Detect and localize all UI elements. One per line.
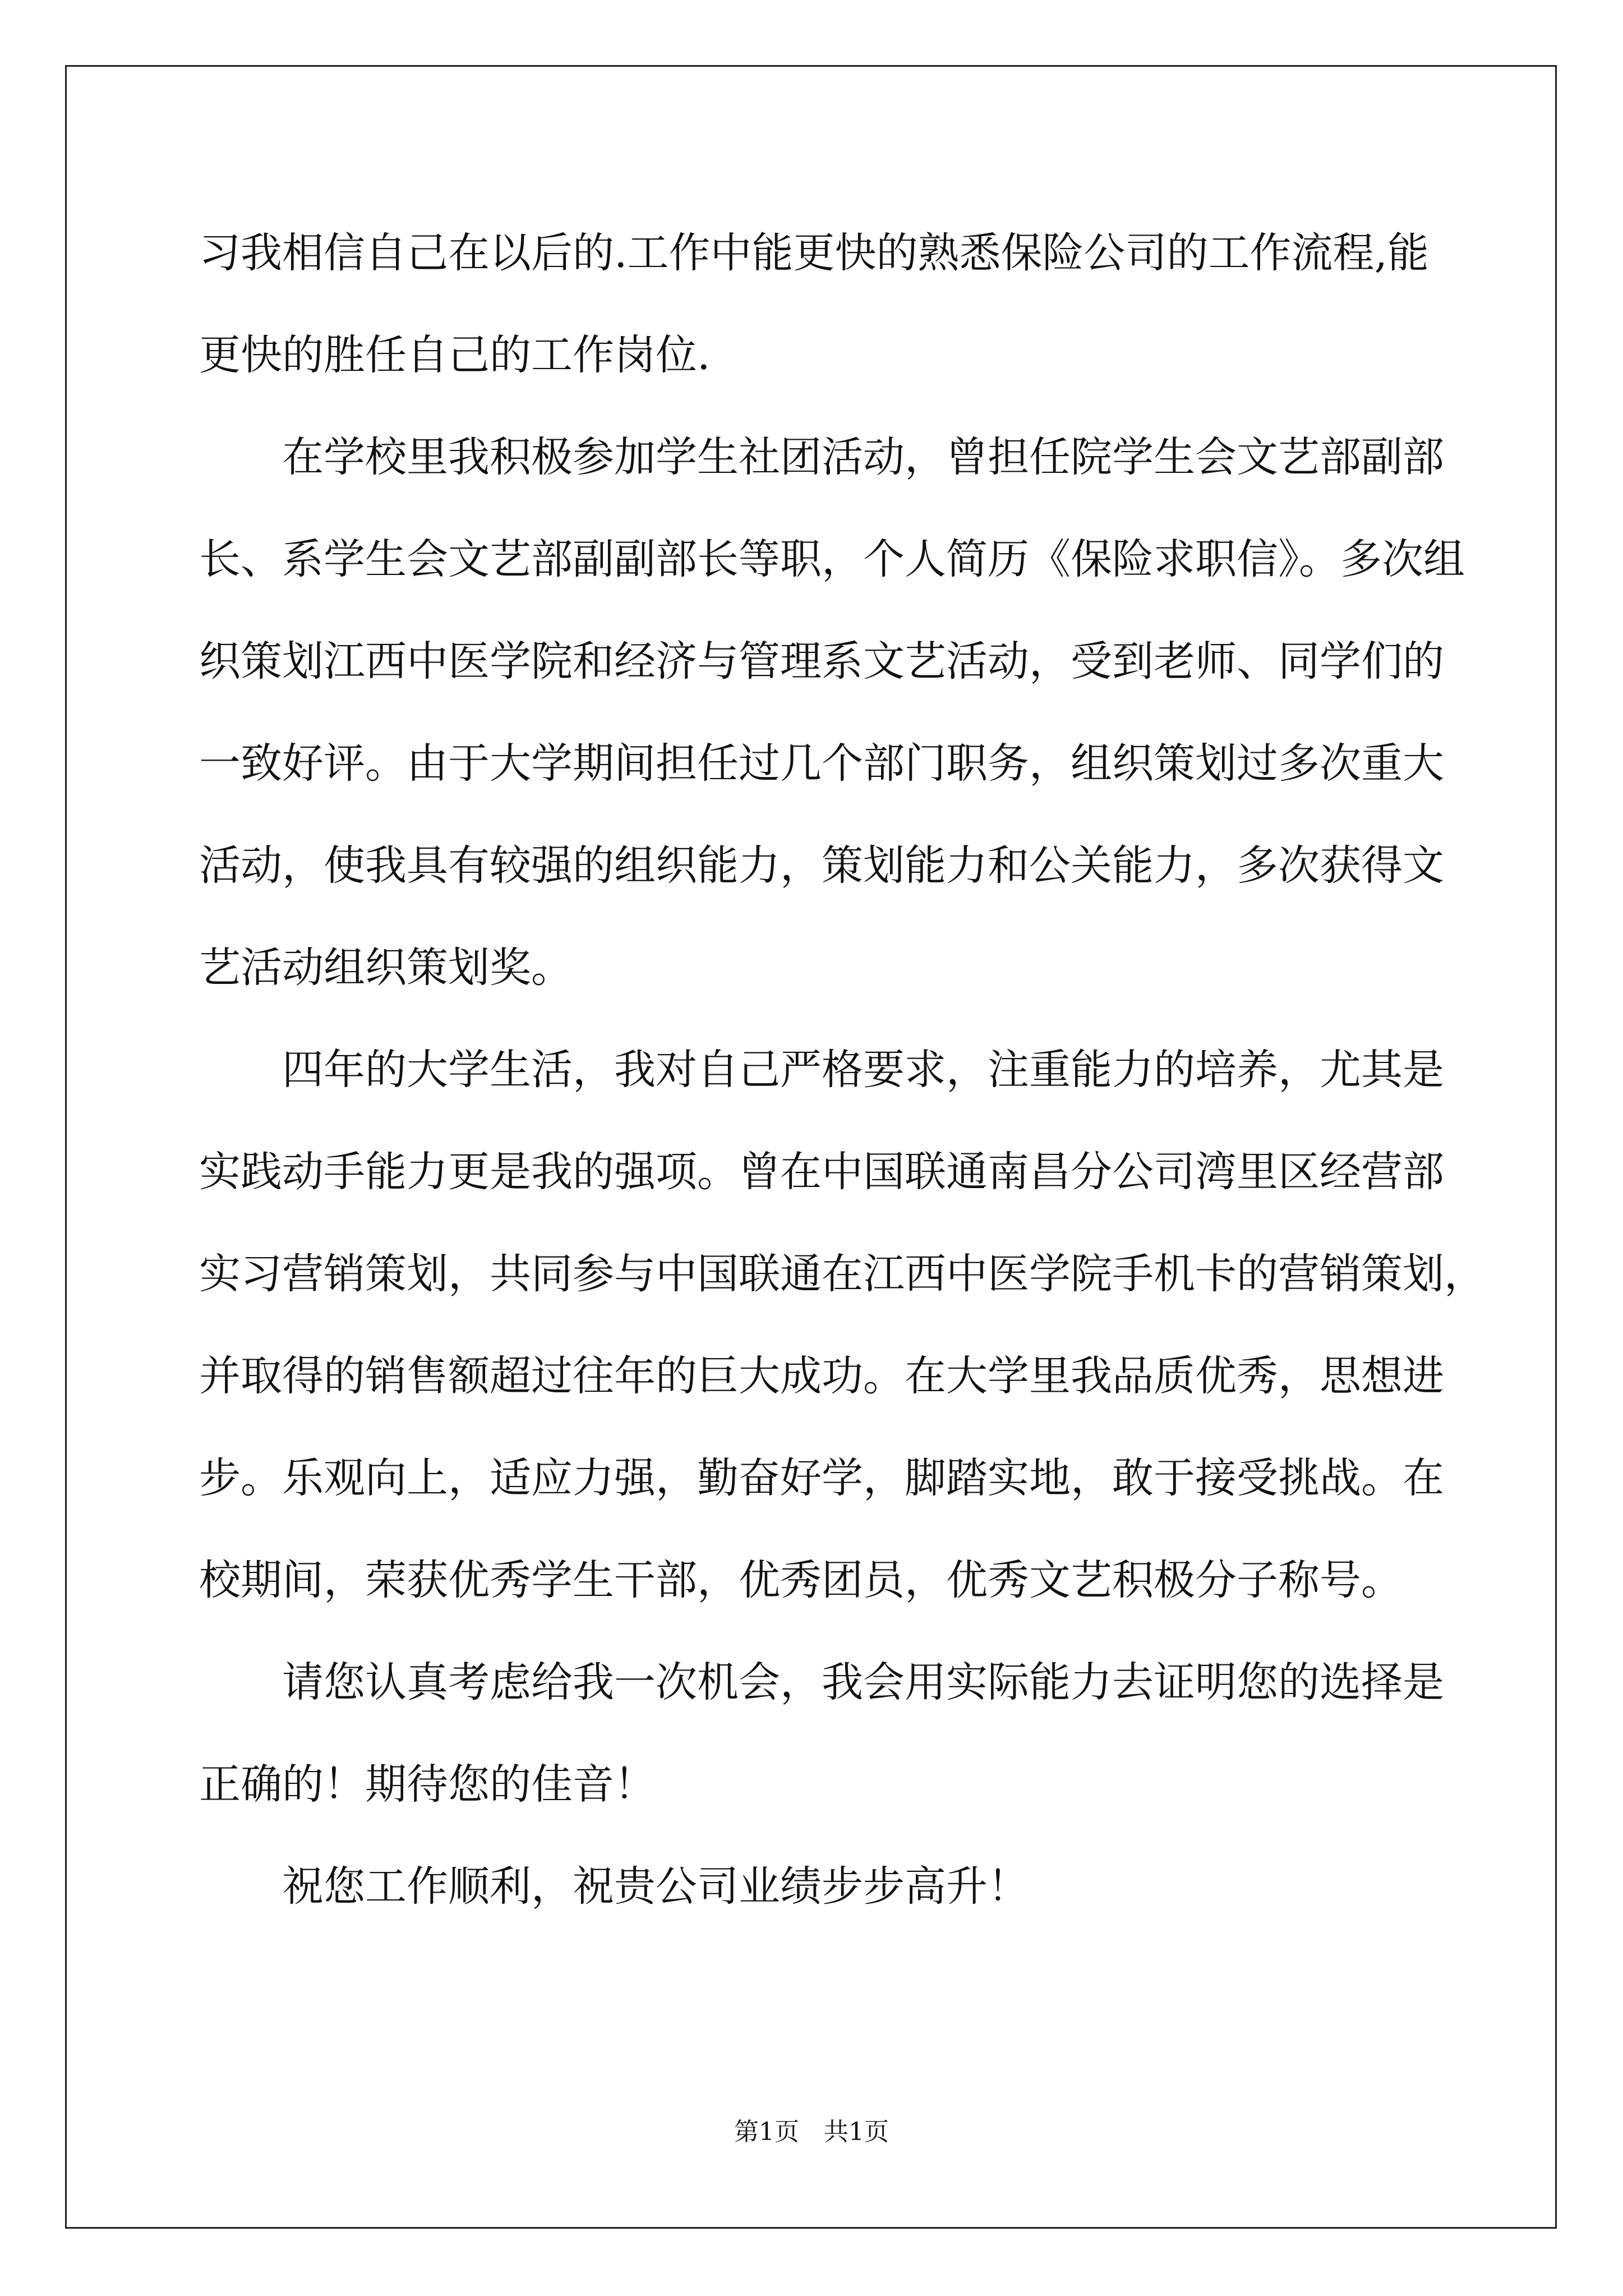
page-footer: [0, 2111, 1623, 2147]
text-line: 更快的胜任自己的工作岗位.: [199, 331, 711, 379]
text-line: 正确的！期待您的佳音！: [199, 1760, 656, 1809]
text-line: 祝您工作顺利，祝贵公司业绩步步高升！: [282, 1862, 1029, 1911]
page-number-total: 共1页: [824, 2118, 889, 2146]
text-line: 实习营销策划，共同参与中国联通在江西中医学院手机卡的营销策划，: [199, 1250, 1486, 1298]
text-line: 活动，使我具有较强的组织能力，策划能力和公关能力，多次获得文: [199, 841, 1444, 890]
text-line: 步。乐观向上，适应力强，勤奋好学，脚踏实地，敢于接受挑战。在: [199, 1454, 1444, 1502]
text-line: 艺活动组织策划奖。: [199, 944, 573, 992]
text-line: 请您认真考虑给我一次机会，我会用实际能力去证明您的选择是: [282, 1658, 1444, 1706]
text-line: 长、系学生会文艺部副副部长等职，个人简历《保险求职信》。多次组: [199, 535, 1465, 583]
text-line: 实践动手能力更是我的强项。曾在中国联通南昌分公司湾里区经营部: [199, 1148, 1444, 1196]
text-line: 织策划江西中医学院和经济与管理系文艺活动，受到老师、同学们的: [199, 637, 1444, 685]
text-line: 习我相信自己在以后的.工作中能更快的熟悉保险公司的工作流程,能: [199, 229, 1430, 277]
page-number-current: 第1页: [734, 2118, 799, 2146]
text-line: 并取得的销售额超过往年的巨大成功。在大学里我品质优秀，思想进: [199, 1352, 1444, 1400]
text-line: 在学校里我积极参加学生社团活动，曾担任院学生会文艺部副部: [282, 433, 1444, 481]
text-line: 一致好评。由于大学期间担任过几个部门职务，组织策划过多次重大: [199, 739, 1444, 788]
text-line: 校期间，荣获优秀学生干部，优秀团员，优秀文艺积极分子称号。: [199, 1556, 1403, 1604]
letter-body: [199, 202, 1486, 1938]
text-line: 四年的大学生活，我对自己严格要求，注重能力的培养，尤其是: [282, 1046, 1444, 1094]
